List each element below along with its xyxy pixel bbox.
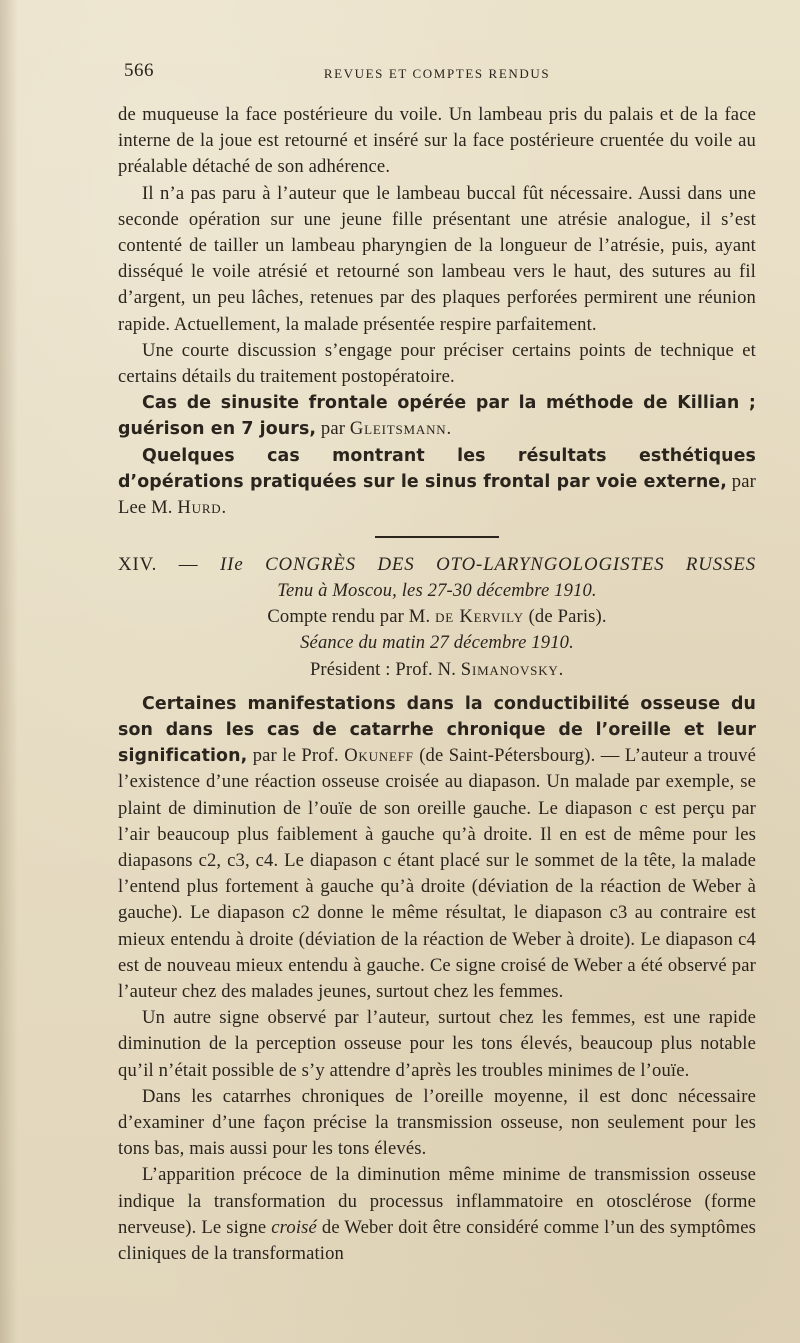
entry-title: Cas de sinusite frontale opérée par la méthode de Killian ; guérison en 7 jours,: [118, 393, 756, 440]
running-title: REVUES ET COMPTES RENDUS: [323, 66, 551, 81]
paragraph-second-sign: Un autre signe observé par l’auteur, surtout chez les femmes, est une rapide diminution de la perception osseuse pour les tons élevés, beaucoup plus notable qu’il n’était possible de s’y attendre d’après les troubles minimes de l’ouïe.: [118, 1007, 756, 1081]
article-body: (de Saint-Pétersbourg). — L’auteur a trouvé l’existence d’une réaction osseuse croisée au diapason. Un malade par exemple, se plaint de diminution de l’ouïe de son oreille gauche. Le diapason c est perçu par l’air beaucoup plus faiblement à gauche qu’à droite. Il en est de même pour les diapasons c2, c3, c4. Le diapason c étant placé sur le sommet de la tête, la malade l’entend plus fortement à gauche qu’à droite (déviation de la réaction de Weber à gauche). Le diapason c2 donne le même résultat, le diapason c3 au contraire est mieux entendu à droite (déviation de la réaction de Weber à droite). Le diapason c4 est de nouveau mieux entendu à gauche. Ce signe croisé de Weber a été observé par l’auteur chez des malades jeunes, surtout chez les femmes.: [118, 745, 756, 1002]
paragraph-text: L’apparition précoce de la diminution même minime de transmission osseuse indique la transformation du processus inflammatoire en otosclérose (forme nerveuse). Le signe: [118, 1164, 756, 1238]
president-line: [118, 657, 756, 683]
entry-title: Quelques cas montrant les résultats esthétiques d’opérations pratiquées sur le sinus frontal par voie externe,: [118, 445, 756, 492]
entry-gleitsmann: [118, 390, 756, 442]
entry-by: par Lee M.: [118, 470, 756, 519]
paragraph-continuation: de muqueuse la face postérieure du voile. Un lambeau pris du palais et de la face interne de la joue est retourné et inséré sur la face postérieure cruentée du voile au préalable détaché de son adhérence.: [118, 104, 756, 178]
congress-ordinal: IIe: [220, 553, 244, 575]
page-content: [118, 58, 756, 1267]
paragraph-buccal-flap: Il n’a pas paru à l’auteur que le lambeau buccal fût nécessaire. Aussi dans une seconde opération sur une jeune fille présentant une atrésie analogue, il s’est contenté de tailler un lambeau pharyngien de la longueur de l’atrésie, puis, ayant disséqué le voile atrésié et retourné son lambeau vers le haut, des sutures au fil d’argent, un peu lâches, retenues par des plaques perforées permirent une réunion rapide. Actuellement, la malade présentée respire parfaitement.: [118, 182, 756, 335]
article-author: Okuneff: [344, 745, 414, 767]
paragraph-discussion: Une courte discussion s’engage pour préciser certains points de technique et certains détails du traitement postopératoire.: [118, 339, 756, 388]
article-okuneff: [118, 691, 756, 1005]
congress-title: [118, 552, 756, 578]
session-line: Séance du matin 27 décembre 1910.: [300, 632, 574, 654]
entry-hurd: [118, 443, 756, 522]
report-credit: [118, 604, 756, 630]
entry-author: Gleitsmann.: [349, 418, 452, 440]
paragraph-text: de Weber doit être considéré comme l’un des symptômes cliniques de la transformation: [118, 1216, 756, 1265]
article-title: Certaines manifestations dans la conductibilité osseuse du son dans les cas de catarrhe chronique de l’oreille et leur signification,: [118, 693, 756, 767]
report-author: de Kervily: [435, 606, 524, 628]
report-suffix: (de Paris).: [523, 606, 607, 628]
section-divider: [375, 536, 499, 538]
paragraph-emphasis: croisé: [271, 1216, 317, 1238]
congress-held: Tenu à Moscou, les 27-30 décembre 1910.: [277, 579, 597, 601]
president-prefix: Président : Prof. N.: [309, 658, 461, 680]
page-number: 566: [124, 60, 154, 81]
entry-by: par: [316, 418, 350, 440]
article-by: par le Prof.: [247, 745, 345, 767]
entry-author: Hurd.: [177, 497, 227, 519]
running-head: [118, 58, 756, 88]
section-number: XIV. —: [118, 553, 221, 575]
president-name: Simanovsky.: [460, 658, 565, 680]
congress-name: CONGRÈS DES OTO-LARYNGOLOGISTES RUSSES: [243, 553, 756, 575]
paragraph-examination: Dans les catarrhes chroniques de l’oreille moyenne, il est donc nécessaire d’examiner d’une façon précise la transmission osseuse, non seulement pour les tons bas, mais aussi pour les tons élevés.: [118, 1085, 756, 1160]
report-prefix: Compte rendu par M.: [267, 606, 436, 628]
paragraph-otosclerosis: [118, 1162, 756, 1267]
